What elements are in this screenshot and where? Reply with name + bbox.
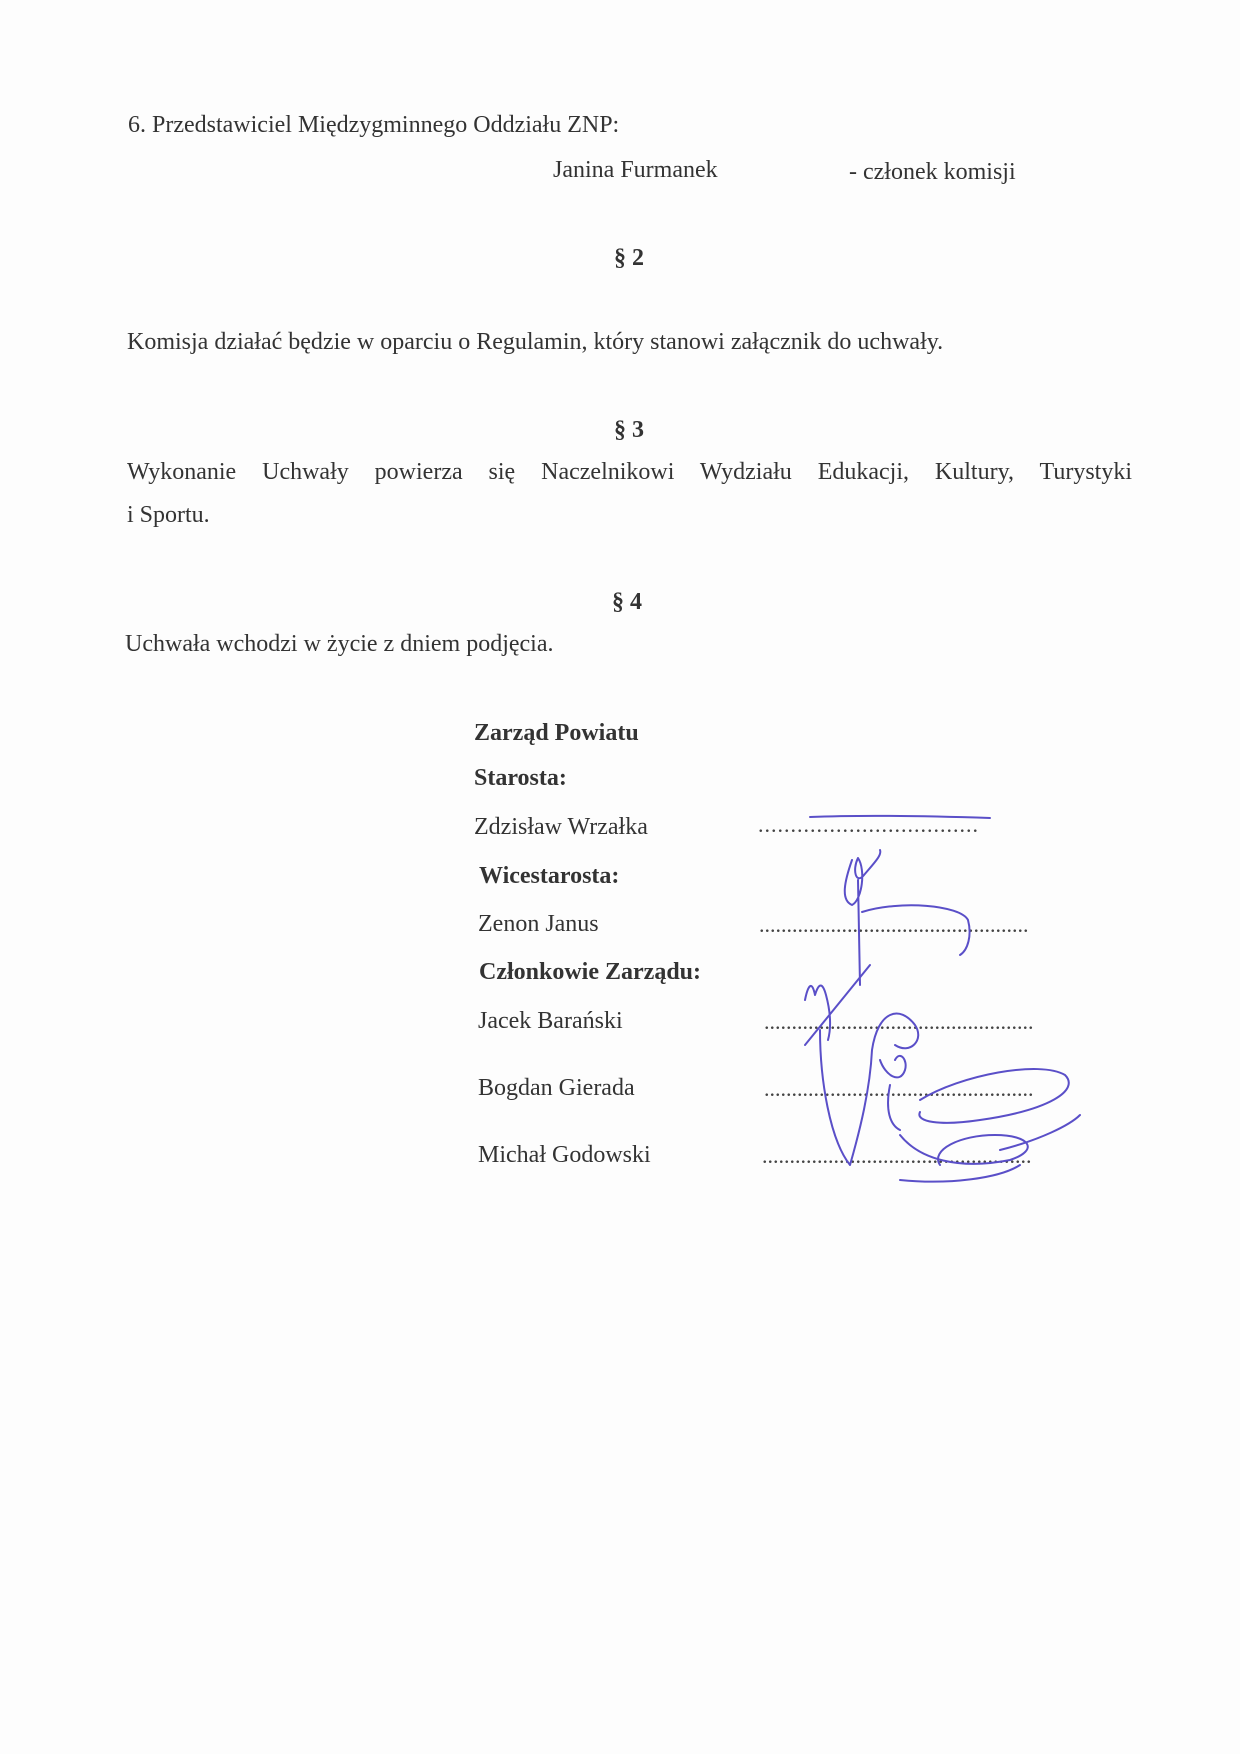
member-2-name: Bogdan Gierada: [478, 1075, 635, 1101]
item-6-text: 6. Przedstawiciel Międzygminnego Oddziału ZNP:: [128, 112, 620, 138]
section-3-heading: § 3: [614, 417, 644, 443]
signature-line-wicestarosta: .................................................: [759, 912, 1029, 937]
signature-line-member-3: .................................................: [762, 1143, 1032, 1168]
wicestarosta-name: Zenon Janus: [478, 911, 599, 937]
section-2-text: Komisja działać będzie w oparciu o Regulamin, który stanowi załącznik do uchwały.: [127, 329, 944, 355]
section-4-heading: § 4: [612, 589, 642, 615]
member-name: Janina Furmanek: [553, 157, 718, 183]
member-role: - członek komisji: [849, 159, 1016, 185]
board-title: Zarząd Powiatu: [474, 720, 639, 746]
starosta-label: Starosta:: [474, 765, 567, 791]
section-3-text-line1: Wykonanie Uchwały powierza się Naczelnikowi Wydziału Edukacji, Kultury, Turystyki: [127, 459, 1132, 485]
section-4-text: Uchwała wchodzi w życie z dniem podjęcia.: [125, 631, 554, 657]
signature-line-starosta: ..................................: [758, 812, 979, 837]
signature-line-member-1: .................................................: [764, 1009, 1034, 1034]
member-1-name: Jacek Barański: [478, 1008, 623, 1034]
section-3-text-line2: i Sportu.: [127, 502, 210, 528]
signature-member-1: [805, 965, 918, 1165]
members-label: Członkowie Zarządu:: [479, 959, 701, 985]
member-3-name: Michał Godowski: [478, 1142, 651, 1168]
signature-line-member-2: .................................................: [764, 1076, 1034, 1101]
starosta-name: Zdzisław Wrzałka: [474, 814, 648, 840]
wicestarosta-label: Wicestarosta:: [479, 863, 620, 889]
section-2-heading: § 2: [614, 245, 644, 271]
